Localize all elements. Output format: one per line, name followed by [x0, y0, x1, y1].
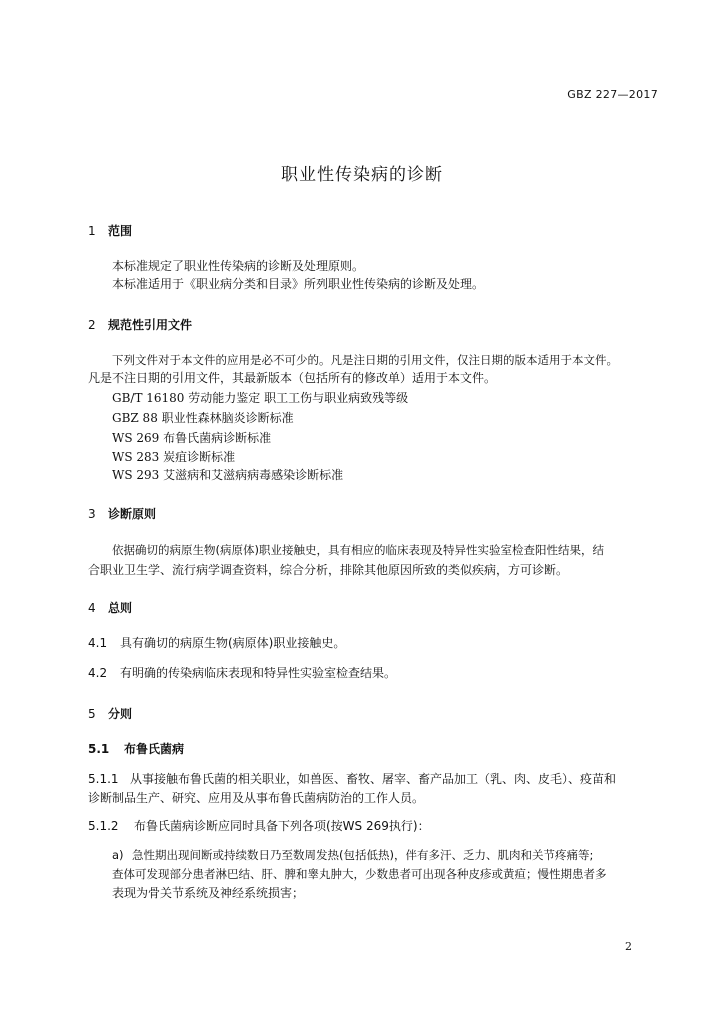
section-title: 范围 [108, 224, 133, 238]
subsection-title: 布鲁氏菌病 [124, 742, 185, 756]
section-3-heading [88, 505, 156, 522]
list-item-text: 急性期出现间断或持续数日乃至数周发热(包括低热)，伴有多汗、乏力、肌肉和关节疼痛等; [132, 848, 594, 862]
page-number: 2 [625, 940, 632, 953]
clause-number: 5.1.2 [88, 819, 119, 833]
clause-text: 有明确的传染病临床表现和特异性实验室检查结果。 [120, 666, 397, 680]
reference-item: GB/T 16180 劳动能力鉴定 职工工伤与职业病致残等级 [112, 391, 409, 405]
section-5-heading [88, 705, 132, 722]
paragraph-line: 凡是不注日期的引用文件，其最新版本（包括所有的修改单）适用于本文件。 [88, 371, 497, 385]
clause-text: 从事接触布鲁氏菌的相关职业，如兽医、畜牧、屠宰、畜产品加工（乳、肉、皮毛）、疫苗和 [130, 772, 617, 786]
clause-4-1 [88, 634, 345, 652]
paragraph-line: 本标准规定了职业性传染病的诊断及处理原则。 [112, 259, 365, 273]
standard-code: GBZ 227—2017 [567, 88, 658, 101]
clause-5-1-2 [88, 817, 430, 835]
paragraph-line: 依据确切的病原生物(病原体)职业接触史，具有相应的临床表现及特异性实验室检查阳性结果，结 [112, 543, 604, 557]
clause-number: 4.2 [88, 666, 108, 680]
clause-text: 布鲁氏菌病诊断应同时具备下列各项(按WS 269执行)： [134, 819, 430, 833]
paragraph-line: 合职业卫生学、流行病学调查资料，综合分析，排除其他原因所致的类似疾病，方可诊断。 [88, 563, 569, 577]
reference-item: GBZ 88 职业性森林脑炎诊断标准 [112, 411, 294, 425]
reference-item: WS 269 布鲁氏菌病诊断标准 [112, 431, 272, 445]
list-marker: a) [112, 848, 124, 862]
section-number: 2 [88, 318, 96, 332]
clause-number: 5.1.1 [88, 772, 119, 786]
section-number: 4 [88, 601, 96, 615]
reference-item: WS 283 炭疽诊断标准 [112, 450, 236, 464]
paragraph-line: 下列文件对于本文件的应用是必不可少的。凡是注日期的引用文件，仅注日期的版本适用于本文件。 [112, 353, 618, 367]
paragraph-line: 诊断制品生产、研究、应用及从事布鲁氏菌病防治的工作人员。 [88, 791, 425, 805]
section-2-heading [88, 316, 192, 333]
list-item-a [112, 846, 593, 864]
clause-number: 5.1 [88, 742, 110, 756]
section-number: 5 [88, 707, 96, 721]
paragraph-line: 表现为骨关节系统及神经系统损害； [112, 886, 305, 900]
section-title: 规范性引用文件 [108, 318, 193, 332]
clause-text: 具有确切的病原生物(病原体)职业接触史。 [120, 636, 346, 650]
section-title: 分则 [108, 707, 133, 721]
reference-item: WS 293 艾滋病和艾滋病病毒感染诊断标准 [112, 468, 344, 482]
section-number: 3 [88, 507, 96, 521]
section-number: 1 [88, 224, 96, 238]
paragraph-line: 查体可发现部分患者淋巴结、肝、脾和睾丸肿大，少数患者可出现各种皮疹或黄疸；慢性期患者多 [112, 867, 607, 881]
page-title: 职业性传染病的诊断 [281, 165, 443, 185]
section-title: 诊断原则 [108, 507, 157, 521]
clause-4-2 [88, 664, 396, 682]
clause-5-1-1 [88, 770, 616, 788]
section-4-heading [88, 599, 132, 616]
paragraph-line: 本标准适用于《职业病分类和目录》所列职业性传染病的诊断及处理。 [112, 277, 485, 291]
section-1-heading [88, 222, 132, 239]
clause-number: 4.1 [88, 636, 108, 650]
subsection-5-1-heading [88, 740, 184, 758]
section-title: 总则 [108, 601, 133, 615]
